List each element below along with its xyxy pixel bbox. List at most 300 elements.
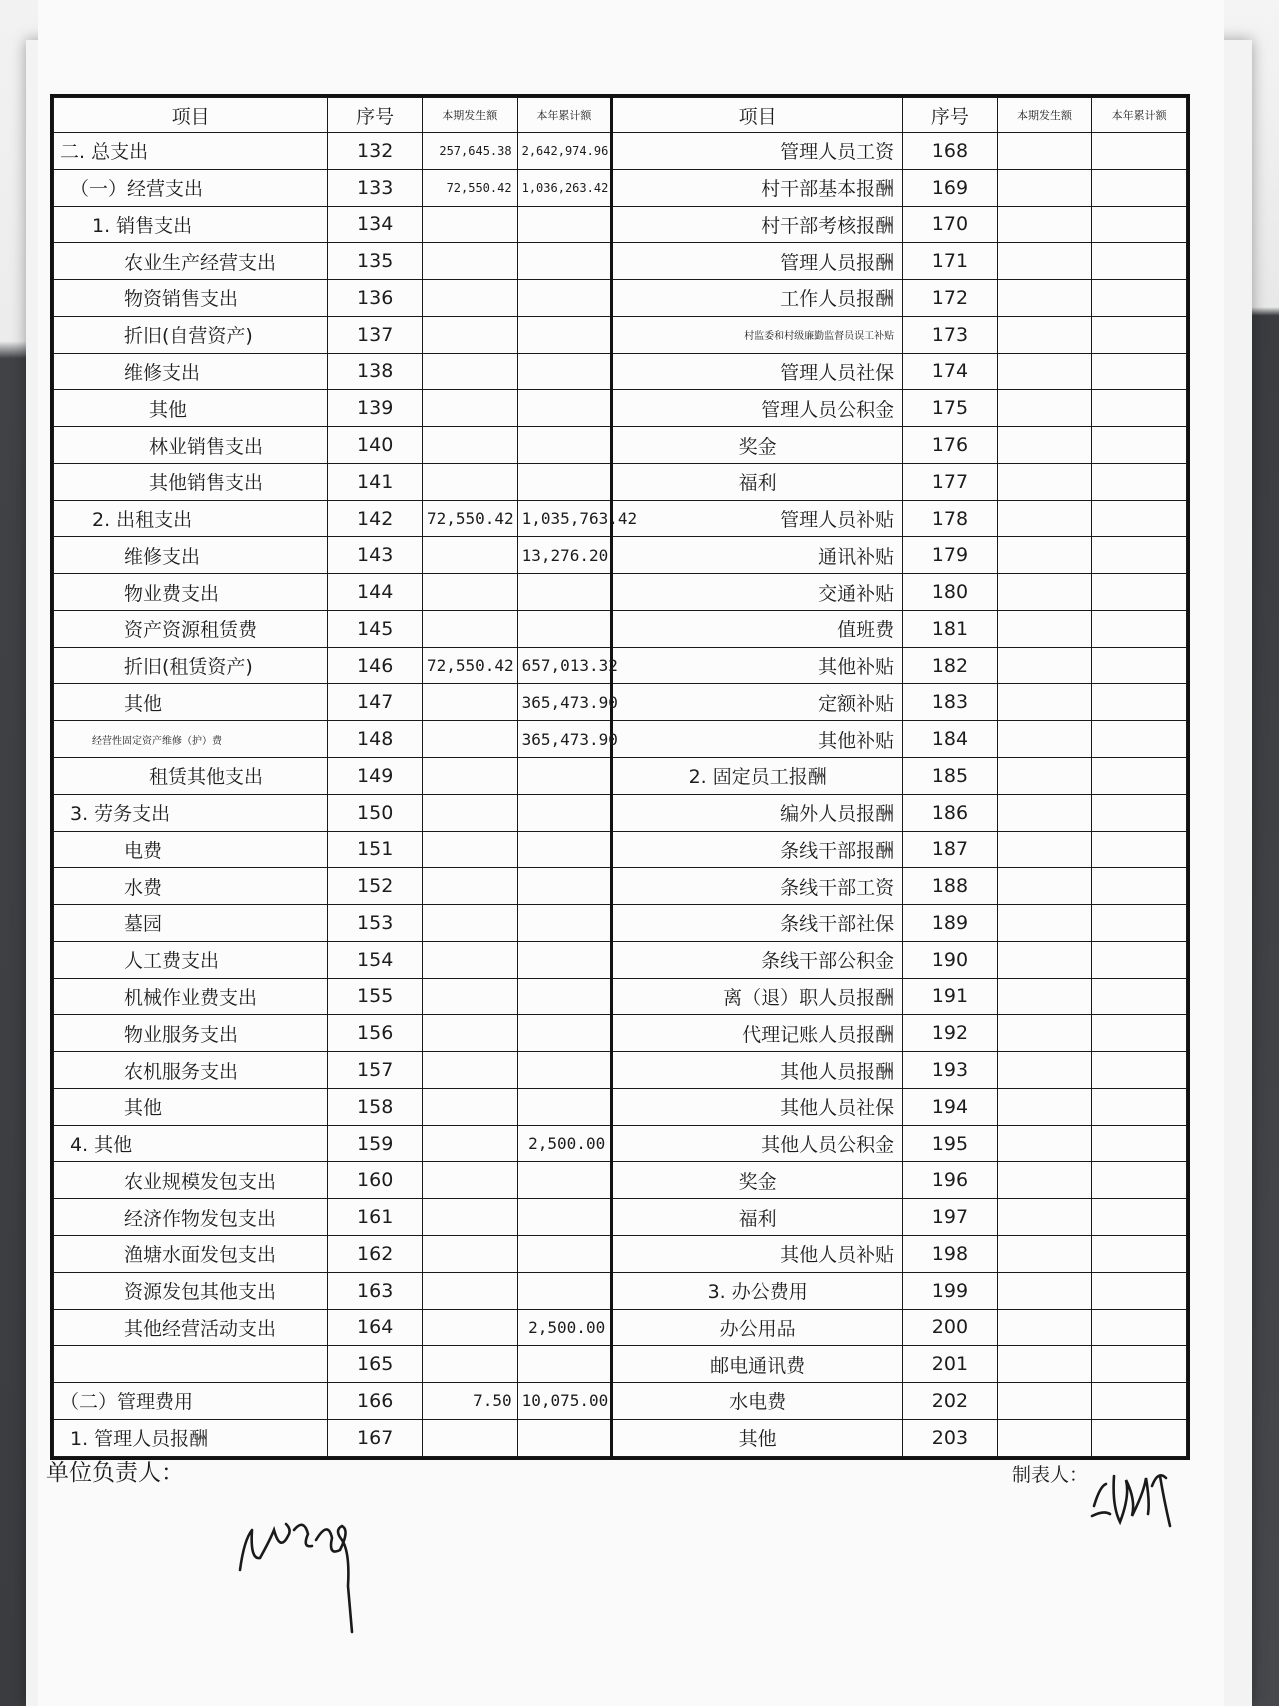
table-row <box>54 684 1187 721</box>
right-item-cell: 管理人员工资 <box>612 133 903 170</box>
table-row <box>54 941 1187 978</box>
right-year-total-cell <box>1092 1125 1187 1162</box>
right-year-total-cell <box>1092 206 1187 243</box>
right-item-cell: 代理记账人员报酬 <box>612 1015 903 1052</box>
left-seq-cell: 167 <box>328 1419 423 1456</box>
left-year-total-cell <box>517 1199 612 1236</box>
table-row <box>54 1052 1187 1089</box>
table-row <box>54 1199 1187 1236</box>
right-year-total-cell <box>1092 941 1187 978</box>
left-period-amount-cell <box>422 353 517 390</box>
right-seq-cell: 203 <box>903 1419 998 1456</box>
left-item-cell: 经营性固定资产维修（护）费 <box>54 721 328 758</box>
left-year-total-cell <box>517 463 612 500</box>
left-year-total-cell <box>517 905 612 942</box>
right-year-total-cell <box>1092 574 1187 611</box>
left-seq-cell: 137 <box>328 316 423 353</box>
left-seq-cell: 166 <box>328 1383 423 1420</box>
right-year-total-cell <box>1092 1235 1187 1272</box>
left-item-cell: 维修支出 <box>54 353 328 390</box>
right-period-amount-cell <box>997 758 1092 795</box>
right-seq-cell: 199 <box>903 1272 998 1309</box>
right-seq-cell: 185 <box>903 758 998 795</box>
left-item-cell: 资源发包其他支出 <box>54 1272 328 1309</box>
left-seq-cell: 132 <box>328 133 423 170</box>
right-period-amount-cell <box>997 353 1092 390</box>
right-item-cell: 定额补贴 <box>612 684 903 721</box>
right-item-cell: 其他人员社保 <box>612 1088 903 1125</box>
left-item-cell: 其他经营活动支出 <box>54 1309 328 1346</box>
header-year-total: 本年累计额 <box>517 98 612 133</box>
right-item-cell: 奖金 <box>612 1162 903 1199</box>
right-item-cell: 管理人员补贴 <box>612 500 903 537</box>
right-year-total-cell <box>1092 831 1187 868</box>
right-period-amount-cell <box>997 427 1092 464</box>
right-seq-cell: 178 <box>903 500 998 537</box>
right-period-amount-cell <box>997 169 1092 206</box>
right-period-amount-cell <box>997 280 1092 317</box>
left-year-total-cell <box>517 206 612 243</box>
right-seq-cell: 196 <box>903 1162 998 1199</box>
right-period-amount-cell <box>997 537 1092 574</box>
left-period-amount-cell <box>422 206 517 243</box>
left-year-total-cell: 365,473.90 <box>517 684 612 721</box>
left-seq-cell: 149 <box>328 758 423 795</box>
left-period-amount-cell <box>422 1162 517 1199</box>
left-year-total-cell <box>517 1235 612 1272</box>
left-seq-cell: 151 <box>328 831 423 868</box>
left-seq-cell: 165 <box>328 1346 423 1383</box>
table-row <box>54 1162 1187 1199</box>
left-year-total-cell <box>517 243 612 280</box>
right-year-total-cell <box>1092 868 1187 905</box>
table-row <box>54 1419 1187 1456</box>
right-item-cell: 其他补贴 <box>612 721 903 758</box>
left-seq-cell: 158 <box>328 1088 423 1125</box>
table-header-row <box>54 98 1187 133</box>
table-row <box>54 831 1187 868</box>
left-period-amount-cell <box>422 316 517 353</box>
right-item-cell: 其他人员报酬 <box>612 1052 903 1089</box>
right-year-total-cell <box>1092 721 1187 758</box>
right-seq-cell: 175 <box>903 390 998 427</box>
left-item-cell: （二）管理费用 <box>54 1383 328 1420</box>
left-item-cell: 林业销售支出 <box>54 427 328 464</box>
left-item-cell: 其他 <box>54 1088 328 1125</box>
right-period-amount-cell <box>997 390 1092 427</box>
right-item-cell: 福利 <box>612 463 903 500</box>
left-seq-cell: 163 <box>328 1272 423 1309</box>
left-year-total-cell <box>517 831 612 868</box>
left-seq-cell: 138 <box>328 353 423 390</box>
right-seq-cell: 188 <box>903 868 998 905</box>
right-item-cell: 通讯补贴 <box>612 537 903 574</box>
left-year-total-cell <box>517 794 612 831</box>
right-period-amount-cell <box>997 978 1092 1015</box>
left-seq-cell: 152 <box>328 868 423 905</box>
table-row <box>54 868 1187 905</box>
right-item-cell: 3. 办公费用 <box>612 1272 903 1309</box>
right-year-total-cell <box>1092 500 1187 537</box>
right-seq-cell: 187 <box>903 831 998 868</box>
left-period-amount-cell <box>422 1309 517 1346</box>
left-seq-cell: 140 <box>328 427 423 464</box>
right-item-cell: 2. 固定员工报酬 <box>612 758 903 795</box>
left-seq-cell: 160 <box>328 1162 423 1199</box>
left-year-total-cell <box>517 280 612 317</box>
left-item-cell: 物资销售支出 <box>54 280 328 317</box>
left-period-amount-cell <box>422 978 517 1015</box>
right-seq-cell: 189 <box>903 905 998 942</box>
right-seq-cell: 181 <box>903 610 998 647</box>
unit-head-signature <box>230 1490 390 1640</box>
left-item-cell: 农业规模发包支出 <box>54 1162 328 1199</box>
left-period-amount-cell <box>422 831 517 868</box>
left-period-amount-cell: 72,550.42 <box>422 500 517 537</box>
right-seq-cell: 170 <box>903 206 998 243</box>
table-row <box>54 1088 1187 1125</box>
left-seq-cell: 146 <box>328 647 423 684</box>
right-seq-cell: 179 <box>903 537 998 574</box>
left-seq-cell: 139 <box>328 390 423 427</box>
left-period-amount-cell <box>422 1235 517 1272</box>
right-item-cell: 条线干部公积金 <box>612 941 903 978</box>
right-year-total-cell <box>1092 243 1187 280</box>
left-year-total-cell <box>517 353 612 390</box>
table-row <box>54 574 1187 611</box>
left-period-amount-cell <box>422 1272 517 1309</box>
right-seq-cell: 202 <box>903 1383 998 1420</box>
left-period-amount-cell <box>422 684 517 721</box>
right-year-total-cell <box>1092 463 1187 500</box>
left-period-amount-cell <box>422 868 517 905</box>
table-row <box>54 280 1187 317</box>
left-year-total-cell <box>517 868 612 905</box>
table-row <box>54 978 1187 1015</box>
left-item-cell: 物业费支出 <box>54 574 328 611</box>
right-item-cell: 值班费 <box>612 610 903 647</box>
table-row <box>54 721 1187 758</box>
left-item-cell: 1. 销售支出 <box>54 206 328 243</box>
table-row <box>54 905 1187 942</box>
right-item-cell: 奖金 <box>612 427 903 464</box>
right-period-amount-cell <box>997 647 1092 684</box>
table-row <box>54 794 1187 831</box>
left-period-amount-cell <box>422 280 517 317</box>
preparer-signature <box>1086 1456 1186 1536</box>
right-year-total-cell <box>1092 1346 1187 1383</box>
right-year-total-cell <box>1092 1309 1187 1346</box>
right-year-total-cell <box>1092 684 1187 721</box>
preparer-label: 制表人： <box>1012 1464 1089 1486</box>
right-year-total-cell <box>1092 978 1187 1015</box>
left-item-cell: 农机服务支出 <box>54 1052 328 1089</box>
left-item-cell: 经济作物发包支出 <box>54 1199 328 1236</box>
left-year-total-cell <box>517 1346 612 1383</box>
left-year-total-cell <box>517 316 612 353</box>
table-row <box>54 353 1187 390</box>
left-item-cell: 租赁其他支出 <box>54 758 328 795</box>
unit-head-label: 单位负责人： <box>46 1460 184 1486</box>
left-seq-cell: 156 <box>328 1015 423 1052</box>
right-seq-cell: 193 <box>903 1052 998 1089</box>
left-period-amount-cell: 7.50 <box>422 1383 517 1420</box>
left-period-amount-cell <box>422 905 517 942</box>
left-seq-cell: 162 <box>328 1235 423 1272</box>
table-row <box>54 1235 1187 1272</box>
right-item-cell: 其他 <box>612 1419 903 1456</box>
right-year-total-cell <box>1092 169 1187 206</box>
header-period-amount-right: 本期发生额 <box>997 98 1092 133</box>
left-year-total-cell <box>517 1088 612 1125</box>
right-seq-cell: 190 <box>903 941 998 978</box>
right-item-cell: 管理人员公积金 <box>612 390 903 427</box>
left-seq-cell: 154 <box>328 941 423 978</box>
left-period-amount-cell <box>422 1125 517 1162</box>
left-period-amount-cell <box>422 427 517 464</box>
right-item-cell: 条线干部社保 <box>612 905 903 942</box>
table-row <box>54 1125 1187 1162</box>
left-period-amount-cell <box>422 1419 517 1456</box>
right-period-amount-cell <box>997 941 1092 978</box>
right-year-total-cell <box>1092 280 1187 317</box>
table-row <box>54 1272 1187 1309</box>
right-seq-cell: 195 <box>903 1125 998 1162</box>
left-seq-cell: 148 <box>328 721 423 758</box>
left-period-amount-cell <box>422 390 517 427</box>
left-item-cell: 1. 管理人员报酬 <box>54 1419 328 1456</box>
table-row <box>54 390 1187 427</box>
right-period-amount-cell <box>997 1199 1092 1236</box>
left-year-total-cell <box>517 1052 612 1089</box>
right-year-total-cell <box>1092 905 1187 942</box>
left-seq-cell: 134 <box>328 206 423 243</box>
left-period-amount-cell <box>422 1199 517 1236</box>
right-year-total-cell <box>1092 758 1187 795</box>
right-item-cell: 邮电通讯费 <box>612 1346 903 1383</box>
left-item-cell: 折旧(自营资产) <box>54 316 328 353</box>
right-item-cell: 交通补贴 <box>612 574 903 611</box>
left-period-amount-cell: 72,550.42 <box>422 169 517 206</box>
right-item-cell: 工作人员报酬 <box>612 280 903 317</box>
left-period-amount-cell: 257,645.38 <box>422 133 517 170</box>
left-period-amount-cell <box>422 610 517 647</box>
left-seq-cell: 135 <box>328 243 423 280</box>
left-seq-cell: 161 <box>328 1199 423 1236</box>
right-year-total-cell <box>1092 390 1187 427</box>
right-year-total-cell <box>1092 1052 1187 1089</box>
left-year-total-cell <box>517 758 612 795</box>
right-item-cell: 村干部考核报酬 <box>612 206 903 243</box>
left-item-cell: 其他 <box>54 390 328 427</box>
left-seq-cell: 142 <box>328 500 423 537</box>
right-period-amount-cell <box>997 905 1092 942</box>
right-period-amount-cell <box>997 463 1092 500</box>
left-seq-cell: 133 <box>328 169 423 206</box>
left-year-total-cell <box>517 610 612 647</box>
left-year-total-cell: 1,036,263.42 <box>517 169 612 206</box>
expense-table-grid <box>53 97 1187 1457</box>
right-period-amount-cell <box>997 1346 1092 1383</box>
header-seq-right: 序号 <box>903 98 998 133</box>
left-item-cell: 2. 出租支出 <box>54 500 328 537</box>
left-item-cell: 其他 <box>54 684 328 721</box>
right-seq-cell: 174 <box>903 353 998 390</box>
table-row <box>54 537 1187 574</box>
right-seq-cell: 182 <box>903 647 998 684</box>
right-seq-cell: 200 <box>903 1309 998 1346</box>
right-year-total-cell <box>1092 794 1187 831</box>
right-seq-cell: 176 <box>903 427 998 464</box>
left-period-amount-cell <box>422 941 517 978</box>
left-period-amount-cell <box>422 794 517 831</box>
left-year-total-cell <box>517 978 612 1015</box>
right-year-total-cell <box>1092 353 1187 390</box>
left-seq-cell: 150 <box>328 794 423 831</box>
right-period-amount-cell <box>997 610 1092 647</box>
right-seq-cell: 191 <box>903 978 998 1015</box>
left-item-cell: （一）经营支出 <box>54 169 328 206</box>
right-year-total-cell <box>1092 1162 1187 1199</box>
right-period-amount-cell <box>997 1272 1092 1309</box>
right-seq-cell: 168 <box>903 133 998 170</box>
header-item-right: 项目 <box>612 98 903 133</box>
table-row <box>54 427 1187 464</box>
left-item-cell: 4. 其他 <box>54 1125 328 1162</box>
left-period-amount-cell <box>422 574 517 611</box>
table-row <box>54 133 1187 170</box>
right-seq-cell: 201 <box>903 1346 998 1383</box>
right-seq-cell: 194 <box>903 1088 998 1125</box>
right-period-amount-cell <box>997 1015 1092 1052</box>
right-period-amount-cell <box>997 794 1092 831</box>
left-item-cell: 墓园 <box>54 905 328 942</box>
right-period-amount-cell <box>997 684 1092 721</box>
right-item-cell: 村监委和村级廉勤监督员误工补贴 <box>612 316 903 353</box>
left-year-total-cell: 1,035,763.42 <box>517 500 612 537</box>
table-row <box>54 316 1187 353</box>
right-item-cell: 编外人员报酬 <box>612 794 903 831</box>
left-item-cell <box>54 1346 328 1383</box>
table-row <box>54 647 1187 684</box>
table-row <box>54 1309 1187 1346</box>
right-year-total-cell <box>1092 133 1187 170</box>
left-year-total-cell <box>517 427 612 464</box>
left-period-amount-cell: 72,550.42 <box>422 647 517 684</box>
left-seq-cell: 164 <box>328 1309 423 1346</box>
left-item-cell: 维修支出 <box>54 537 328 574</box>
right-period-amount-cell <box>997 316 1092 353</box>
left-year-total-cell: 365,473.90 <box>517 721 612 758</box>
left-item-cell: 水费 <box>54 868 328 905</box>
left-seq-cell: 143 <box>328 537 423 574</box>
left-item-cell: 折旧(租赁资产) <box>54 647 328 684</box>
left-period-amount-cell <box>422 537 517 574</box>
right-year-total-cell <box>1092 316 1187 353</box>
left-period-amount-cell <box>422 1088 517 1125</box>
left-year-total-cell: 657,013.32 <box>517 647 612 684</box>
left-year-total-cell <box>517 390 612 427</box>
left-year-total-cell <box>517 1162 612 1199</box>
left-period-amount-cell <box>422 1015 517 1052</box>
right-period-amount-cell <box>997 1088 1092 1125</box>
right-item-cell: 其他人员公积金 <box>612 1125 903 1162</box>
left-item-cell: 电费 <box>54 831 328 868</box>
table-row <box>54 1015 1187 1052</box>
left-item-cell: 渔塘水面发包支出 <box>54 1235 328 1272</box>
right-year-total-cell <box>1092 1383 1187 1420</box>
right-seq-cell: 171 <box>903 243 998 280</box>
left-period-amount-cell <box>422 463 517 500</box>
right-item-cell: 福利 <box>612 1199 903 1236</box>
left-item-cell: 其他销售支出 <box>54 463 328 500</box>
right-year-total-cell <box>1092 537 1187 574</box>
left-seq-cell: 144 <box>328 574 423 611</box>
left-year-total-cell <box>517 1419 612 1456</box>
right-period-amount-cell <box>997 1419 1092 1456</box>
right-item-cell: 条线干部工资 <box>612 868 903 905</box>
table-row <box>54 1383 1187 1420</box>
right-period-amount-cell <box>997 1162 1092 1199</box>
left-seq-cell: 159 <box>328 1125 423 1162</box>
right-year-total-cell <box>1092 610 1187 647</box>
left-year-total-cell: 2,642,974.96 <box>517 133 612 170</box>
left-seq-cell: 155 <box>328 978 423 1015</box>
right-period-amount-cell <box>997 1309 1092 1346</box>
left-seq-cell: 157 <box>328 1052 423 1089</box>
left-item-cell: 资产资源租赁费 <box>54 610 328 647</box>
left-item-cell: 3. 劳务支出 <box>54 794 328 831</box>
right-seq-cell: 198 <box>903 1235 998 1272</box>
right-year-total-cell <box>1092 427 1187 464</box>
left-year-total-cell: 2,500.00 <box>517 1125 612 1162</box>
right-period-amount-cell <box>997 1235 1092 1272</box>
left-period-amount-cell <box>422 1346 517 1383</box>
left-year-total-cell <box>517 574 612 611</box>
table-row <box>54 610 1187 647</box>
left-item-cell: 二. 总支出 <box>54 133 328 170</box>
right-seq-cell: 172 <box>903 280 998 317</box>
right-year-total-cell <box>1092 1088 1187 1125</box>
right-item-cell: 管理人员社保 <box>612 353 903 390</box>
table-row <box>54 1346 1187 1383</box>
right-year-total-cell <box>1092 1015 1187 1052</box>
table-row <box>54 758 1187 795</box>
expense-table <box>50 94 1190 1460</box>
right-period-amount-cell <box>997 133 1092 170</box>
right-item-cell: 条线干部报酬 <box>612 831 903 868</box>
left-year-total-cell: 10,075.00 <box>517 1383 612 1420</box>
right-period-amount-cell <box>997 206 1092 243</box>
right-seq-cell: 186 <box>903 794 998 831</box>
right-seq-cell: 197 <box>903 1199 998 1236</box>
left-year-total-cell: 13,276.20 <box>517 537 612 574</box>
left-item-cell: 机械作业费支出 <box>54 978 328 1015</box>
left-seq-cell: 147 <box>328 684 423 721</box>
right-seq-cell: 184 <box>903 721 998 758</box>
left-year-total-cell <box>517 941 612 978</box>
left-year-total-cell: 2,500.00 <box>517 1309 612 1346</box>
header-seq: 序号 <box>328 98 423 133</box>
right-period-amount-cell <box>997 868 1092 905</box>
left-seq-cell: 136 <box>328 280 423 317</box>
left-year-total-cell <box>517 1015 612 1052</box>
right-year-total-cell <box>1092 1199 1187 1236</box>
left-item-cell: 物业服务支出 <box>54 1015 328 1052</box>
right-item-cell: 办公用品 <box>612 1309 903 1346</box>
table-row <box>54 243 1187 280</box>
right-year-total-cell <box>1092 647 1187 684</box>
